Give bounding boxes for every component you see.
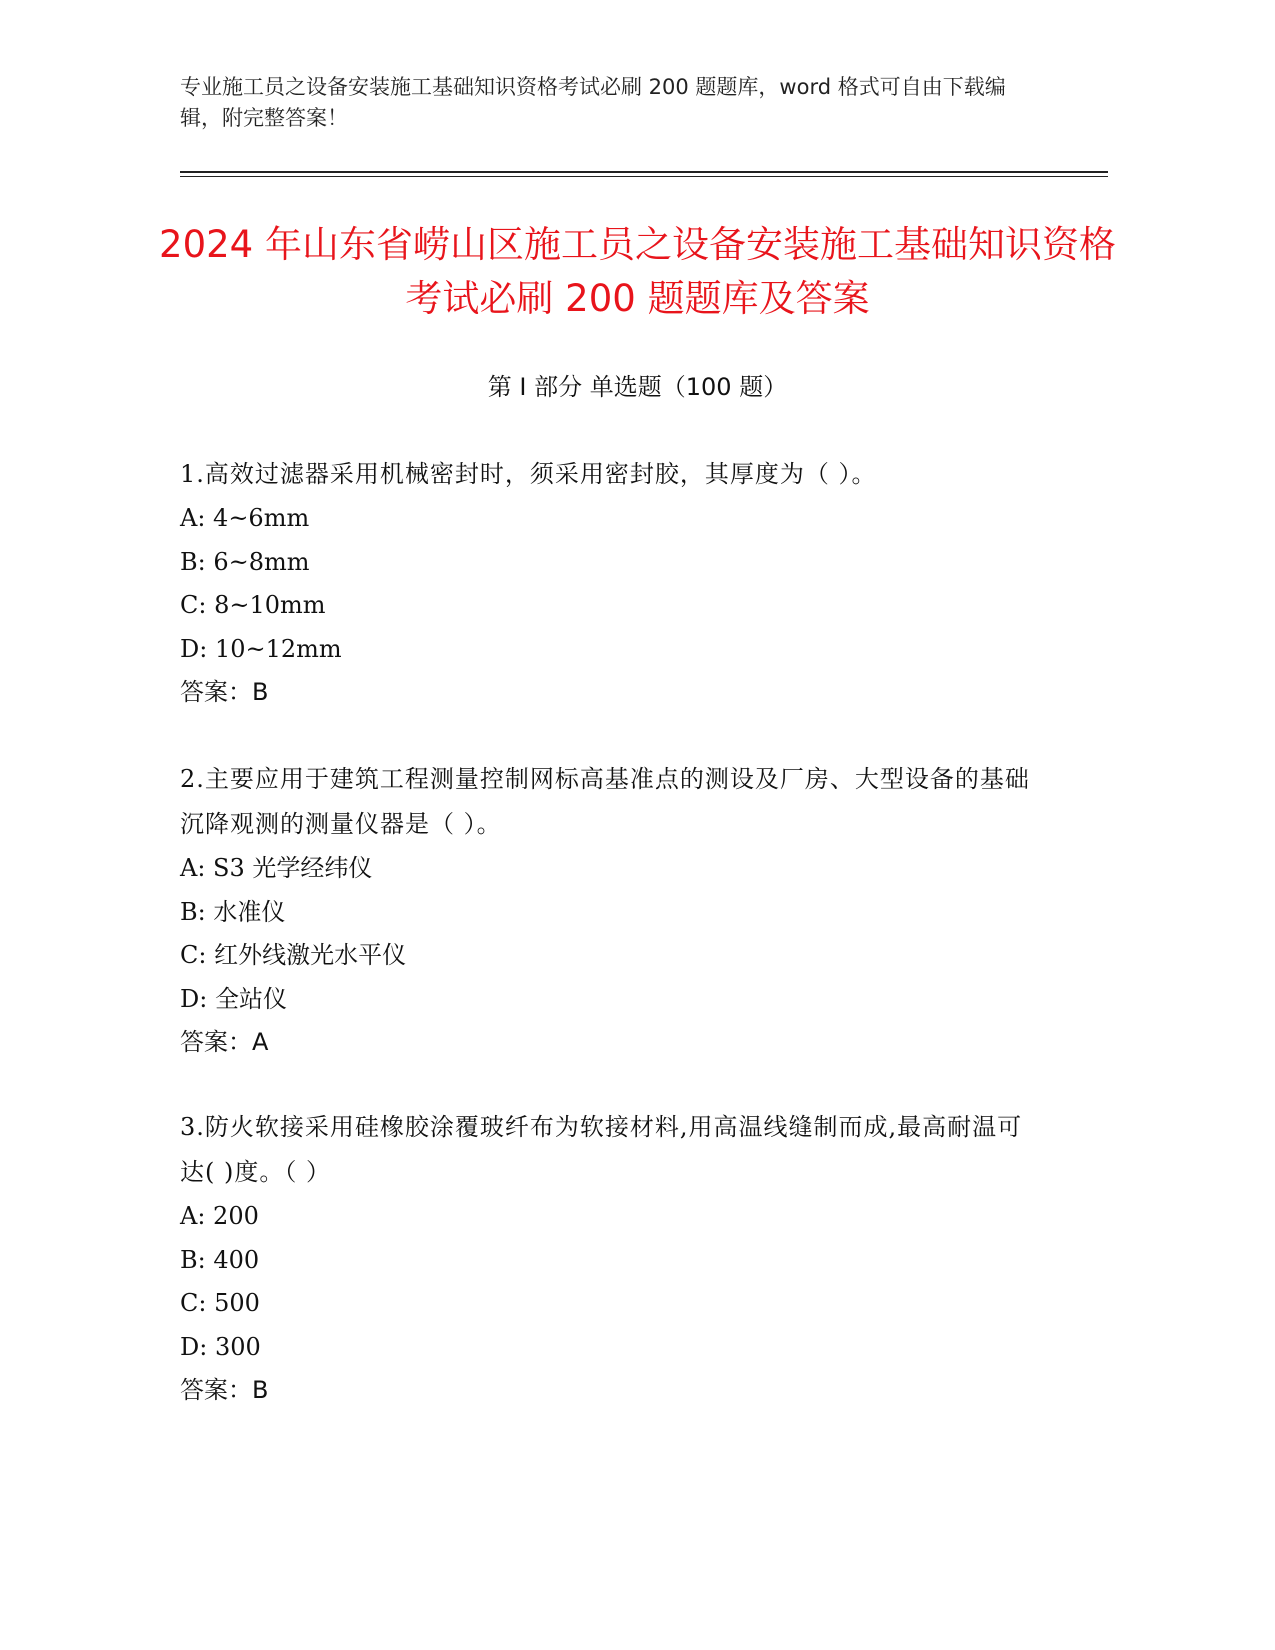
answer: 答案：A [180,1028,269,1056]
document-title: 2024 年山东省崂山区施工员之设备安装施工基础知识资格考试必刷 200 题题库及答案 [159,223,1116,320]
option-c: C: 8~10mm [180,591,326,619]
option-d: D: 10~12mm [180,634,342,663]
option-b: B: 水准仪 [180,897,286,926]
header-note: 专业施工员之设备安装施工基础知识资格考试必刷 200 题题库，word 格式可自由下载编辑，附完整答案！ [180,75,1006,130]
option-b: B: 400 [180,1245,260,1274]
section-title: 第 I 部分 单选题（100 题） [487,373,788,401]
option-b: B: 6~8mm [180,547,310,576]
question-3 [180,1105,1040,1413]
option-a: A: 4~6mm [180,504,310,532]
option-d: D: 全站仪 [180,984,287,1013]
option-a: A: 200 [180,1202,259,1230]
option-c: C: 红外线激光水平仪 [180,941,407,969]
question-2 [180,757,1040,1065]
option-a: A: S3 光学经纬仪 [180,854,373,882]
question-stem: 2.主要应用于建筑工程测量控制网标高基准点的测设及厂房、大型设备的基础沉降观测的测量仪器是（ ）。 [180,765,1030,838]
question-stem: 1.高效过滤器采用机械密封时，须采用密封胶，其厚度为（ ）。 [180,460,877,488]
option-c: C: 500 [180,1289,260,1317]
question-1 [180,452,1040,715]
header-rule-thin [180,176,1108,177]
answer: 答案：B [180,678,269,706]
option-d: D: 300 [180,1332,261,1361]
answer: 答案：B [180,1376,269,1404]
header-rule-thick [180,171,1108,173]
question-stem: 3.防火软接采用硅橡胶涂覆玻纤布为软接材料,用高温线缝制而成,最高耐温可达( )度。（ ） [180,1113,1023,1186]
